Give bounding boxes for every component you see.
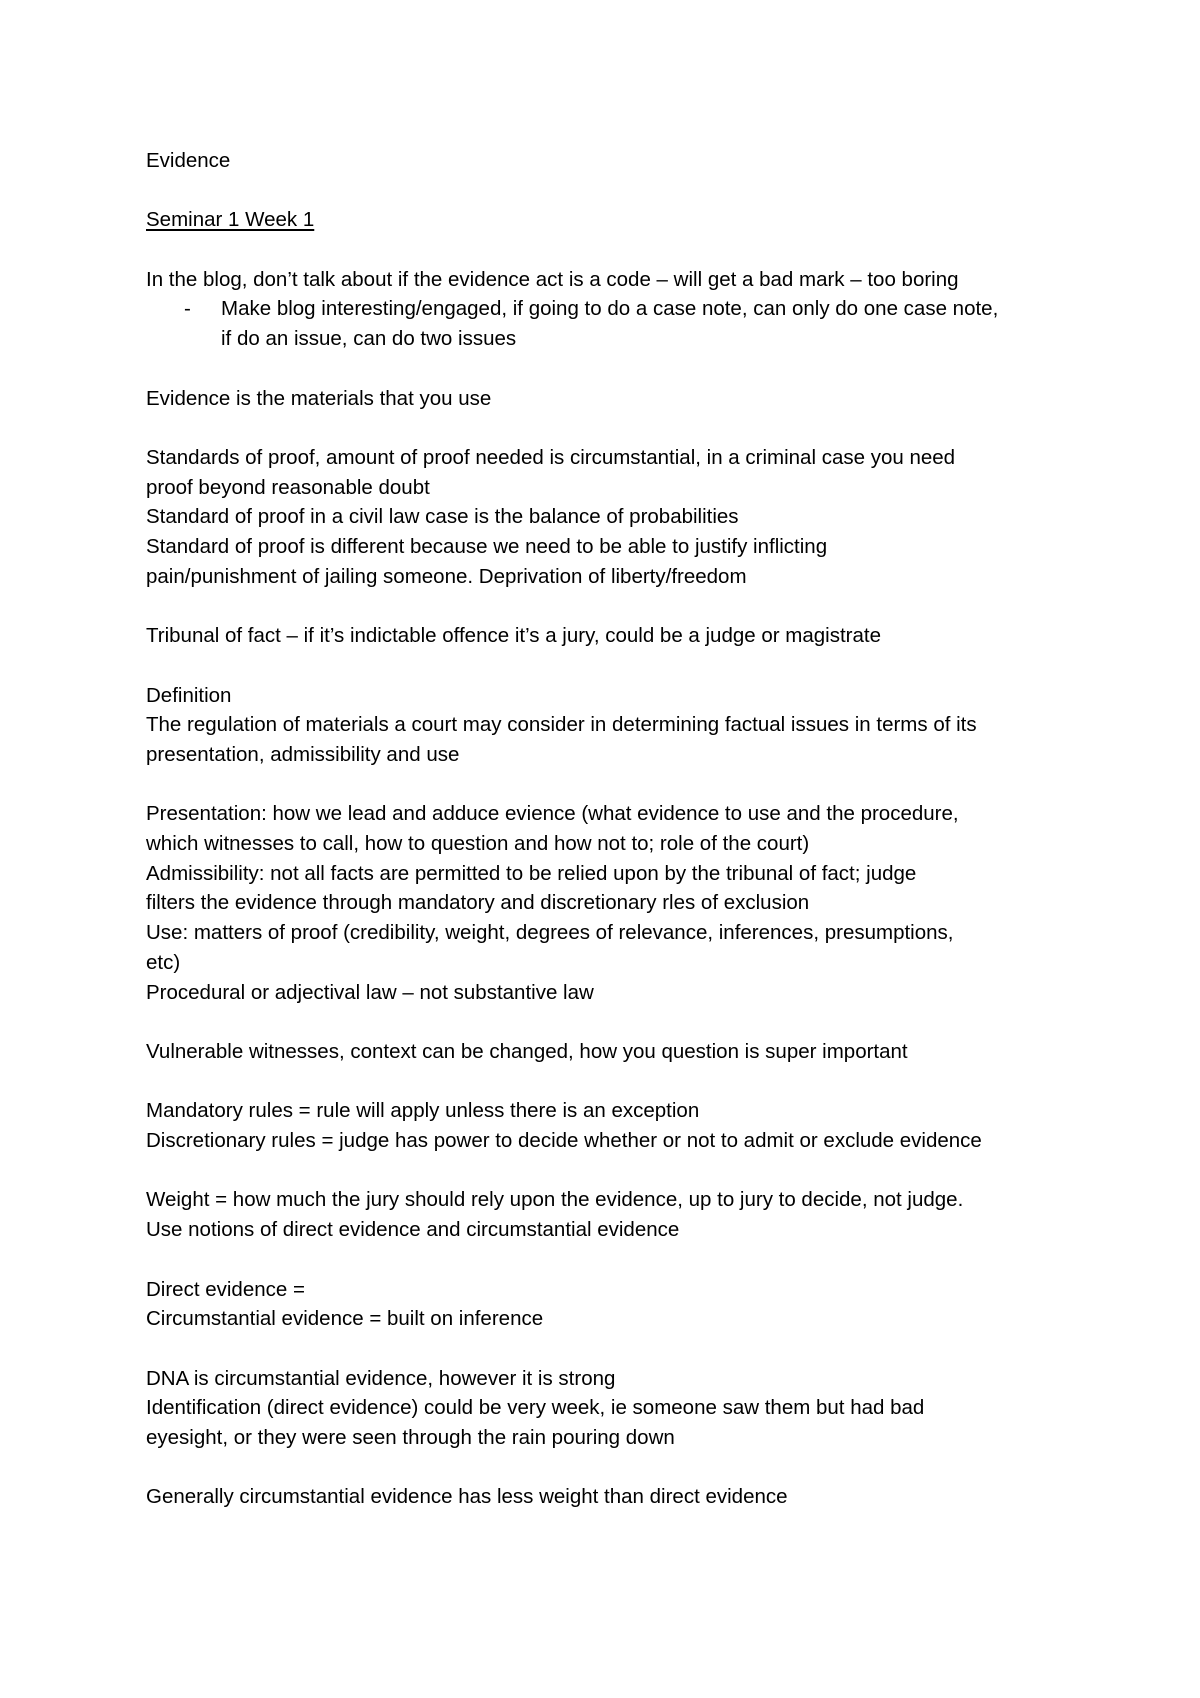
spacer (146, 413, 1086, 443)
text-line: presentation, admissibility and use (146, 742, 460, 766)
text-line: Standard of proof is different because we need to be able to justify inflicting (146, 535, 828, 559)
paragraph-tribunal-of-fact: Tribunal of fact – if it’s indictable offence it’s a jury, could be a judge or magistrate (146, 624, 881, 648)
text-line: Circumstantial evidence = built on inference (146, 1307, 544, 1331)
text-line: Use notions of direct evidence and circumstantial evidence (146, 1218, 680, 1242)
bullet-text (221, 294, 998, 353)
text-line: filters the evidence through mandatory and discretionary rles of exclusion (146, 891, 810, 915)
spacer (146, 1453, 1086, 1483)
spacer (146, 1067, 1086, 1097)
text-line: Mandatory rules = rule will apply unless there is an exception (146, 1099, 700, 1123)
text-line: which witnesses to call, how to question and how not to; role of the court) (146, 832, 810, 856)
spacer (146, 591, 1086, 621)
text-line: eyesight, or they were seen through the rain pouring down (146, 1426, 675, 1450)
paragraph-presentation-admissibility-use (146, 799, 1086, 1007)
spacer (146, 1156, 1086, 1186)
text-line: Presentation: how we lead and adduce evience (what evidence to use and the procedure, (146, 802, 959, 826)
spacer (146, 1334, 1086, 1364)
paragraph-general-weight: Generally circumstantial evidence has less weight than direct evidence (146, 1485, 788, 1509)
paragraph-weight (146, 1185, 1086, 1244)
paragraph-definition (146, 681, 1086, 770)
text-line: Identification (direct evidence) could be very week, ie someone saw them but had bad (146, 1396, 925, 1420)
paragraph-vulnerable-witnesses: Vulnerable witnesses, context can be changed, how you question is super important (146, 1039, 908, 1063)
spacer (146, 235, 1086, 265)
paragraph-standards-of-proof (146, 443, 1086, 592)
paragraph-dna-identification (146, 1364, 1086, 1453)
text-line: Discretionary rules = judge has power to decide whether or not to admit or exclude evidence (146, 1129, 982, 1153)
text-line: DNA is circumstantial evidence, however it is strong (146, 1366, 616, 1390)
text-line: pain/punishment of jailing someone. Deprivation of liberty/freedom (146, 564, 747, 588)
text-line: Weight = how much the jury should rely upon the evidence, up to jury to decide, not judge. (146, 1188, 964, 1212)
bullet-list-item (146, 294, 1086, 353)
text-line: proof beyond reasonable doubt (146, 475, 430, 499)
section-heading: Seminar 1 Week 1 (146, 208, 315, 232)
text-line: etc) (146, 950, 181, 974)
text-line: Procedural or adjectival law – not substantive law (146, 980, 594, 1004)
spacer (146, 651, 1086, 681)
document-body (146, 146, 1086, 1512)
spacer (146, 176, 1086, 206)
text-line: Direct evidence = (146, 1277, 305, 1301)
paragraph-rules (146, 1096, 1086, 1155)
document-title: Evidence (146, 149, 231, 172)
bullet-line: if do an issue, can do two issues (221, 327, 517, 351)
bullet-line: Make blog interesting/engaged, if going to do a case note, can only do one case note, (221, 297, 999, 321)
paragraph-materials: Evidence is the materials that you use (146, 386, 492, 410)
spacer (146, 354, 1086, 384)
text-line: Admissibility: not all facts are permitted to be relied upon by the tribunal of fact; judge (146, 861, 917, 885)
text-line: Standard of proof in a civil law case is the balance of probabilities (146, 505, 739, 529)
text-line: Standards of proof, amount of proof needed is circumstantial, in a criminal case you need (146, 445, 956, 469)
text-line: Definition (146, 683, 232, 707)
spacer (146, 770, 1086, 800)
text-line: Use: matters of proof (credibility, weight, degrees of relevance, inferences, presumptions, (146, 921, 954, 945)
spacer (146, 1007, 1086, 1037)
bullet-dash: - (184, 297, 191, 321)
text-line: The regulation of materials a court may consider in determining factual issues in terms of its (146, 713, 977, 737)
blog-note-line: In the blog, don’t talk about if the evidence act is a code – will get a bad mark – too boring (146, 267, 959, 291)
paragraph-direct-circumstantial (146, 1275, 1086, 1334)
spacer (146, 1245, 1086, 1275)
